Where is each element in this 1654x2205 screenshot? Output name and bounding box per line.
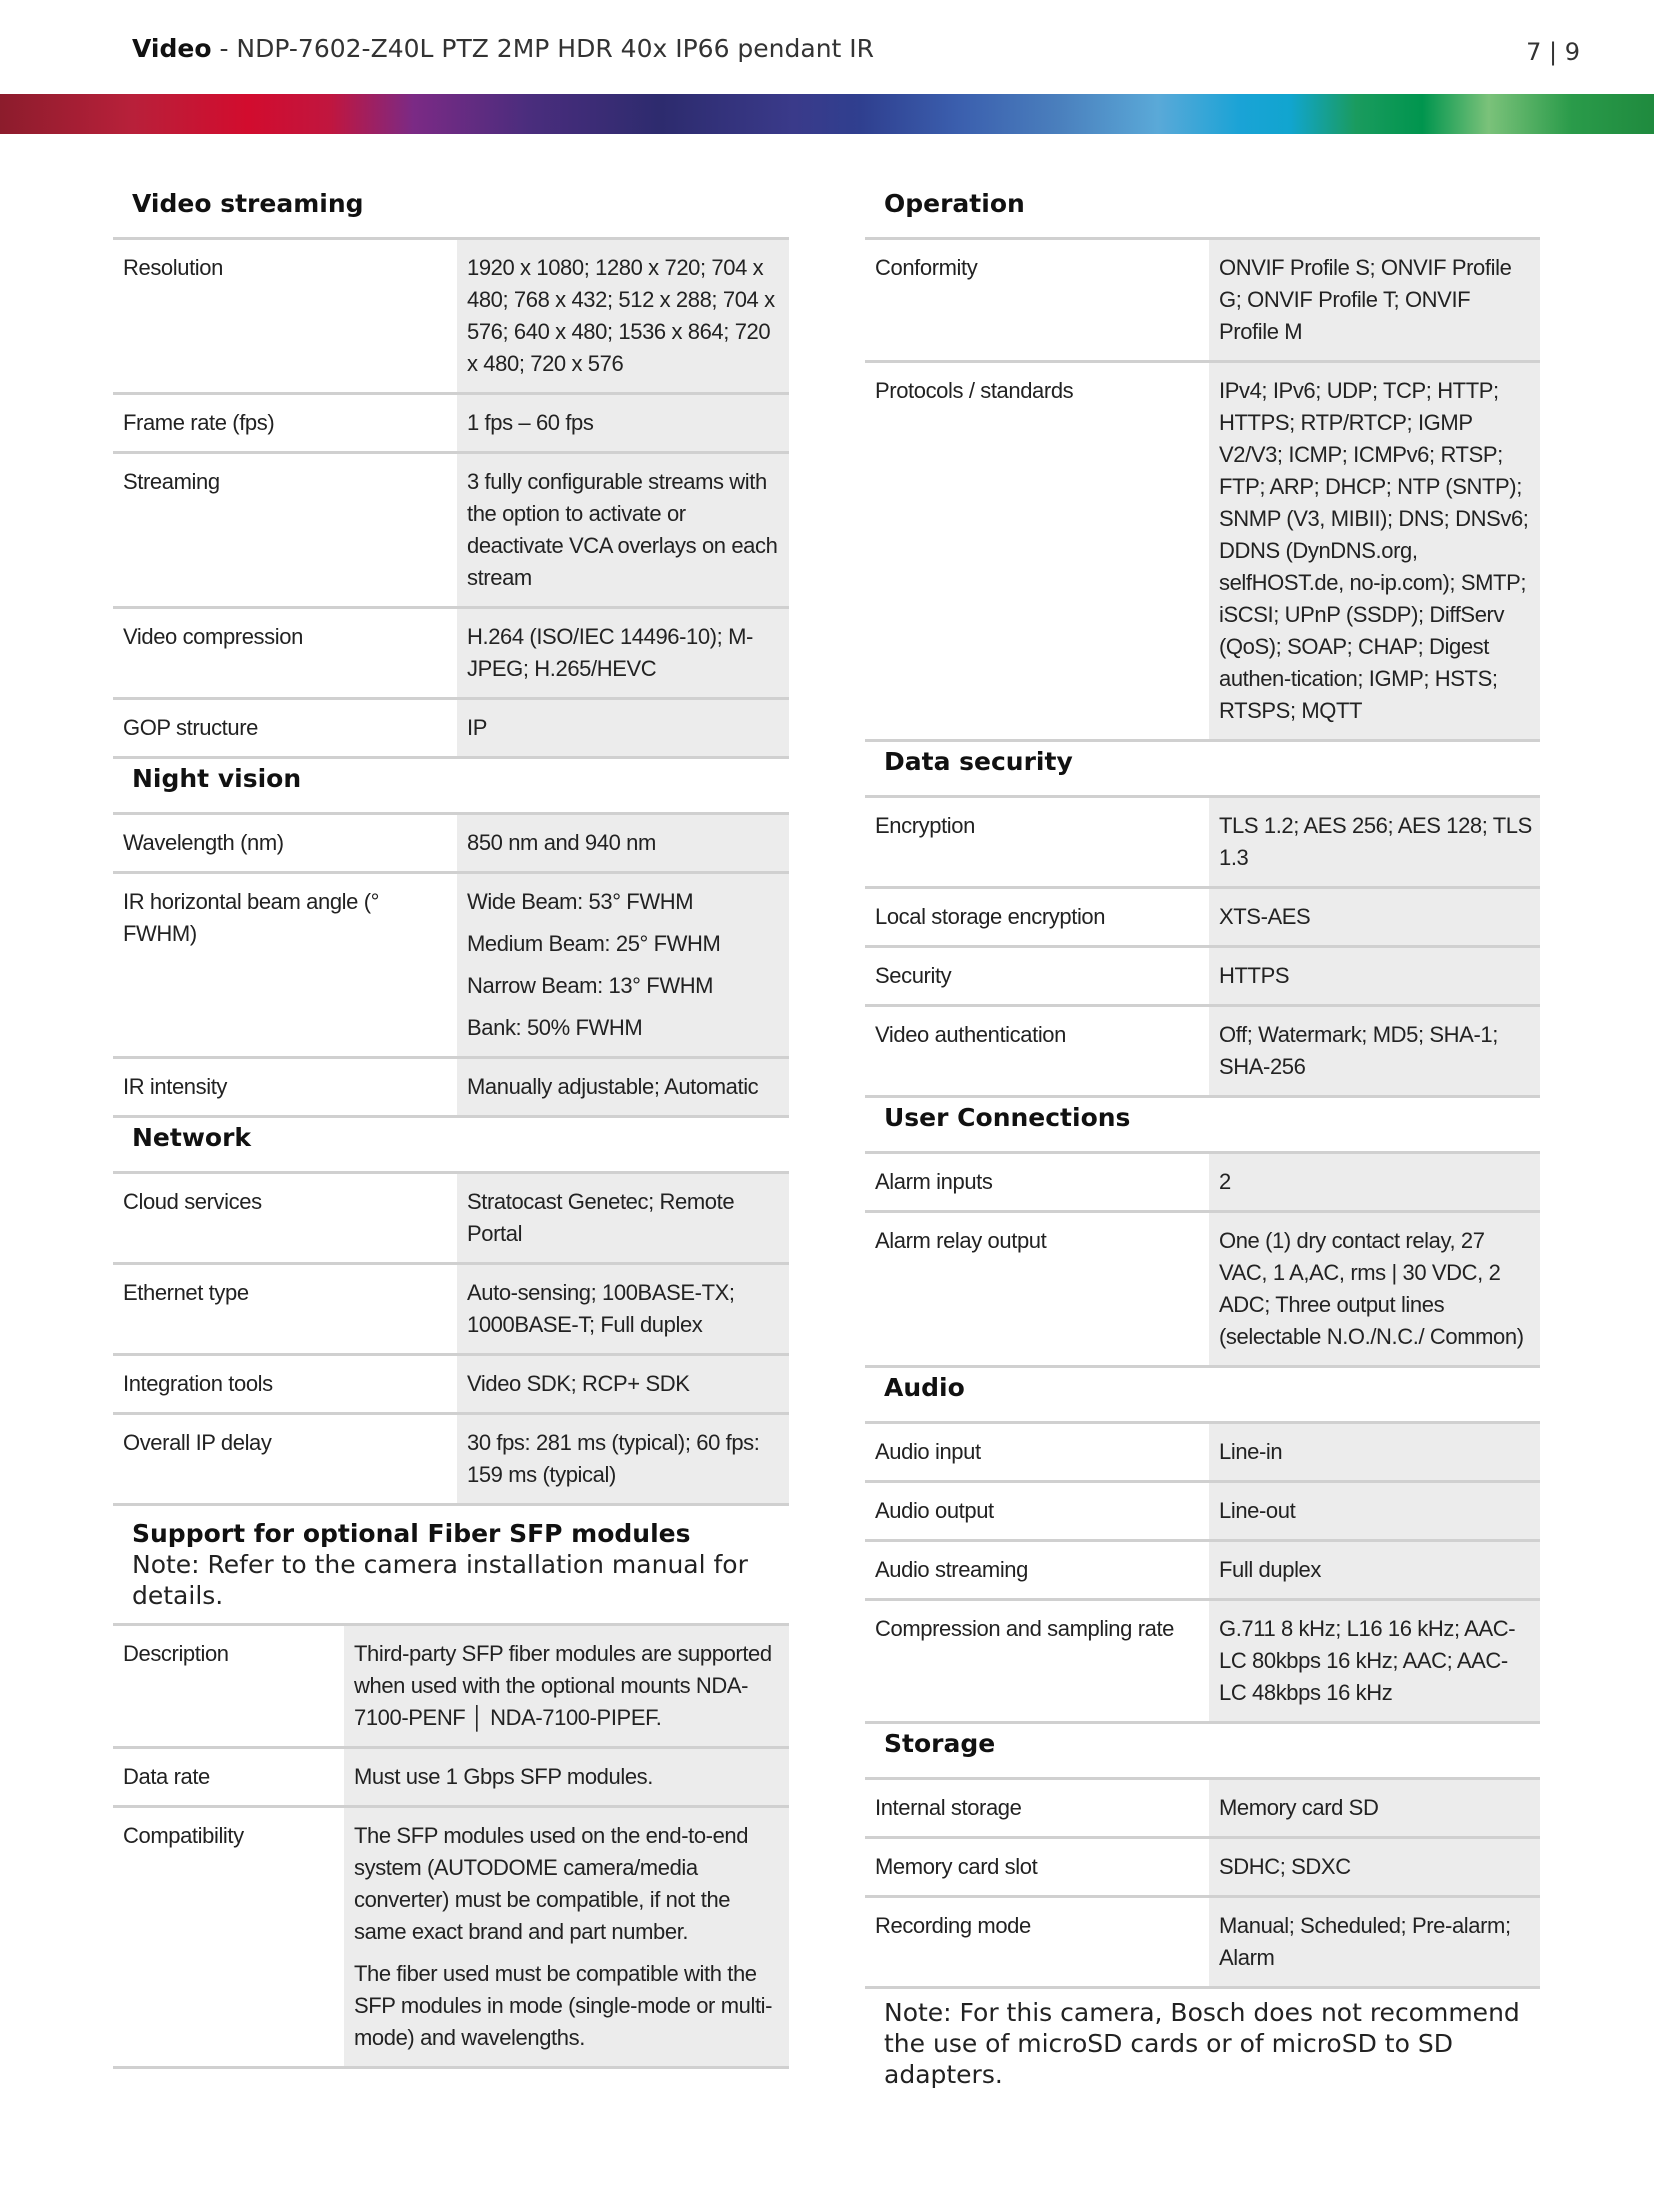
brand-color-bar [0,94,1654,134]
spec-value [1209,1897,1540,1988]
spec-value-line: 2 [1219,1169,1231,1194]
spec-label: Audio output [865,1482,1209,1541]
spec-value [457,394,789,453]
spec-value-line: Narrow Beam: 13° FWHM [467,973,714,998]
spec-value-line: Bank: 50% FWHM [467,1015,643,1040]
spec-value-line: Manual; Scheduled; Pre-alarm; Alarm [1219,1913,1511,1970]
page-number: 7 | 9 [1526,38,1580,66]
spec-label: Recording mode [865,1897,1209,1988]
spec-table [865,1780,1540,1989]
spec-row [113,1058,789,1117]
spec-label: Protocols / standards [865,362,1209,741]
spec-label: Video compression [113,608,457,699]
spec-label: Integration tools [113,1355,457,1414]
section-title: Network [113,1118,789,1174]
spec-row [865,1006,1540,1097]
spec-row [113,1626,789,1748]
section-title: Video streaming [113,184,789,240]
spec-label: Audio streaming [865,1541,1209,1600]
spec-label: Streaming [113,453,457,608]
spec-value [1209,1424,1540,1482]
spec-label: Resolution [113,240,457,394]
spec-row [113,394,789,453]
spec-value [1209,1600,1540,1723]
spec-row [113,608,789,699]
spec-value [457,1058,789,1117]
spec-value-line: IP [467,715,487,740]
spec-label: GOP structure [113,699,457,758]
spec-value [344,1748,789,1807]
spec-value [344,1807,789,2068]
spec-value-line: Off; Watermark; MD5; SHA-1; SHA-256 [1219,1022,1498,1079]
spec-row [113,453,789,608]
spec-value [1209,1482,1540,1541]
spec-label: Overall IP delay [113,1414,457,1505]
spec-value [1209,362,1540,741]
spec-value [457,240,789,394]
spec-label: Encryption [865,798,1209,888]
section-title: Night vision [113,759,789,815]
spec-label: Compression and sampling rate [865,1600,1209,1723]
spec-label: Alarm inputs [865,1154,1209,1212]
right-column [865,184,1540,2090]
spec-table [113,1174,789,1506]
spec-value [1209,1838,1540,1897]
spec-value [457,608,789,699]
spec-label: Ethernet type [113,1264,457,1355]
spec-label: Alarm relay output [865,1212,1209,1367]
spec-value-line: XTS-AES [1219,904,1311,929]
spec-value-line: Wide Beam: 53° FWHM [467,889,694,914]
spec-row [113,240,789,394]
spec-value [457,453,789,608]
spec-label: Description [113,1626,344,1748]
spec-value-line: Full duplex [1219,1557,1321,1582]
spec-label: Memory card slot [865,1838,1209,1897]
spec-row [865,1424,1540,1482]
spec-label: Frame rate (fps) [113,394,457,453]
spec-row [113,1355,789,1414]
spec-label: Audio input [865,1424,1209,1482]
spec-row [113,1174,789,1264]
spec-value-line: Medium Beam: 25° FWHM [467,931,721,956]
spec-row [865,798,1540,888]
spec-value-line: Memory card SD [1219,1795,1379,1820]
spec-value [1209,947,1540,1006]
spec-value-line: ONVIF Profile S; ONVIF Profile G; ONVIF Profile T; ONVIF Profile M [1219,255,1512,344]
fiber-section-header [113,1506,789,1626]
spec-value-line: 1 fps – 60 fps [467,410,594,435]
spec-table [865,1154,1540,1368]
spec-value-line: The SFP modules used on the end-to-end system (AUTODOME camera/media converter) must be compatible, if not the same exact brand and part number. [354,1823,749,1944]
section-title: Audio [865,1368,1540,1424]
section-title: Operation [865,184,1540,240]
spec-value [1209,1154,1540,1212]
spec-row [113,1807,789,2068]
spec-value [457,1414,789,1505]
section-title: User Connections [865,1098,1540,1154]
spec-value [457,815,789,873]
spec-value [1209,240,1540,362]
spec-value-line: H.264 (ISO/IEC 14496-10); M-JPEG; H.265/HEVC [467,624,753,681]
spec-row [865,362,1540,741]
spec-value-line: Line-in [1219,1439,1283,1464]
spec-value [1209,1212,1540,1367]
document-title: Video - NDP-7602-Z40L PTZ 2MP HDR 40x IP66 pendant IR [132,34,875,63]
spec-value [1209,1006,1540,1097]
spec-value [457,1355,789,1414]
spec-value-line: Line-out [1219,1498,1296,1523]
spec-row [113,1414,789,1505]
spec-value [457,699,789,758]
spec-table [865,1424,1540,1724]
spec-value [1209,798,1540,888]
spec-row [865,1154,1540,1212]
spec-row [113,699,789,758]
spec-value-line: Manually adjustable; Automatic [467,1074,759,1099]
spec-value-line: Must use 1 Gbps SFP modules. [354,1764,653,1789]
spec-value-line: Video SDK; RCP+ SDK [467,1371,690,1396]
spec-value-line: IPv4; IPv6; UDP; TCP; HTTP; HTTPS; RTP/RTCP; IGMP V2/V3; ICMP; ICMPv6; RTSP; FTP; ARP; DHCP; NTP (SNTP); SNMP (V3, MIBII); DNS; DNSv6; DDNS (DynDNS.org, selfHOST.de, no-ip.com); SMTP; iSCSI; UPnP (SSDP); DiffServ (QoS); SOAP; CHAP; Digest authen-tication; IGMP; HSTS; RTSPS; MQTT [1219,378,1529,723]
spec-value [344,1626,789,1748]
spec-value-line: G.711 8 kHz; L16 16 kHz; AAC-LC 80kbps 16 kHz; AAC; AAC-LC 48kbps 16 kHz [1219,1616,1516,1705]
spec-value-line: Auto-sensing; 100BASE-TX; 1000BASE-T; Full duplex [467,1280,735,1337]
spec-value-line: 3 fully configurable streams with the option to activate or deactivate VCA overlays on each stream [467,469,778,590]
spec-value-line: The fiber used must be compatible with the SFP modules in mode (single-mode or multi-mode) and wavelengths. [354,1961,773,2050]
section-title: Support for optional Fiber SFP modules [132,1519,691,1548]
spec-row [865,888,1540,947]
spec-row [113,1748,789,1807]
spec-value-line: 30 fps: 281 ms (typical); 60 fps: 159 ms (typical) [467,1430,760,1487]
section-title: Storage [865,1724,1540,1780]
spec-label: IR horizontal beam angle (° FWHM) [113,873,457,1058]
spec-row [865,1482,1540,1541]
spec-row [865,240,1540,362]
spec-row [113,815,789,873]
spec-value [1209,1541,1540,1600]
section-note: Note: Refer to the camera installation manual for details. [132,1550,748,1610]
spec-value-line: 1920 x 1080; 1280 x 720; 704 x 480; 768 x 432; 512 x 288; 704 x 576; 640 x 480; 1536 x 864; 720 x 480; 720 x 576 [467,255,775,376]
page-header [132,34,1580,68]
storage-note: Note: For this camera, Bosch does not recommend the use of microSD cards or of microSD to SD adapters. [884,1998,1520,2089]
spec-value-line: One (1) dry contact relay, 27 VAC, 1 A,AC, rms | 30 VDC, 2 ADC; Three output lines (selectable N.O./N.C./ Common) [1219,1228,1524,1349]
spec-label: Cloud services [113,1174,457,1264]
section-title: Data security [865,742,1540,798]
spec-value [1209,888,1540,947]
spec-value-line: 850 nm and 940 nm [467,830,656,855]
spec-label: Conformity [865,240,1209,362]
spec-row [865,1212,1540,1367]
spec-table [113,815,789,1118]
spec-label: Security [865,947,1209,1006]
spec-value [1209,1780,1540,1838]
spec-row [865,947,1540,1006]
spec-value-line: HTTPS [1219,963,1290,988]
spec-row [865,1897,1540,1988]
spec-value-line: TLS 1.2; AES 256; AES 128; TLS 1.3 [1219,813,1532,870]
spec-row [865,1600,1540,1723]
spec-label: Compatibility [113,1807,344,2068]
spec-label: Data rate [113,1748,344,1807]
spec-value [457,873,789,1058]
left-column [113,184,789,2069]
spec-row [865,1780,1540,1838]
spec-table [113,240,789,759]
spec-value-line: Third-party SFP fiber modules are supported when used with the optional mounts NDA-7100-PENF │ NDA-7100-PIPEF. [354,1641,772,1730]
spec-label: IR intensity [113,1058,457,1117]
spec-label: Internal storage [865,1780,1209,1838]
spec-label: Local storage encryption [865,888,1209,947]
spec-value-line: SDHC; SDXC [1219,1854,1351,1879]
spec-row [113,873,789,1058]
spec-row [113,1264,789,1355]
spec-row [865,1838,1540,1897]
spec-table [865,798,1540,1098]
spec-label: Video authentication [865,1006,1209,1097]
spec-label: Wavelength (nm) [113,815,457,873]
spec-table [113,1626,789,2069]
spec-table [865,240,1540,742]
spec-value [457,1264,789,1355]
spec-row [865,1541,1540,1600]
spec-value-line: Stratocast Genetec; Remote Portal [467,1189,735,1246]
spec-value [457,1174,789,1264]
